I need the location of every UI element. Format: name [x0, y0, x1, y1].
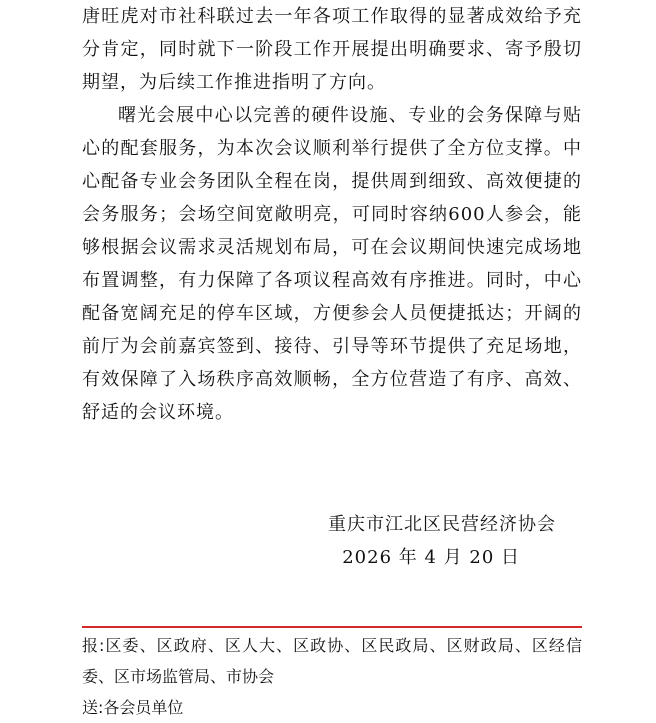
- signature-date: 2026 年 4 月 20 日: [342, 547, 520, 568]
- distribution-footer: [82, 630, 582, 723]
- send-to-line: 送:各会员单位: [82, 698, 184, 717]
- paragraph-continued: 唐旺虎对市社科联过去一年各项工作取得的显著成效给予充分肯定，同时就下一阶段工作开展提出明确要求、寄予殷切期望，为后续工作推进指明了方向。: [82, 6, 582, 93]
- report-to-line: 报:区委、区政府、区人大、区政协、区民政局、区财政局、区经信委、区市场监管局、市协会: [82, 636, 582, 686]
- paragraph-venue-description: 曙光会展中心以完善的硬件设施、专业的会务保障与贴心的配套服务，为本次会议顺利举行提供了全方位支撑。中心配备专业会务团队全程在岗，提供周到细致、高效便捷的会务服务；会场空间宽敞明亮，可同时容纳600人参会，能够根据会议需求灵活规划布局，可在会议期间快速完成场地布置调整，有力保障了各项议程高效有序推进。同时，中心配备宽阔充足的停车区域，方便参会人员便捷抵达；开阔的前厅为会前嘉宾签到、接待、引导等环节提供了充足场地，有效保障了入场秩序高效顺畅，全方位营造了有序、高效、舒适的会议环境。: [82, 105, 582, 423]
- footer-divider-line: [82, 626, 582, 628]
- signature-organization: 重庆市江北区民营经济协会: [328, 514, 556, 535]
- document-body: [82, 0, 582, 429]
- signature-block: [328, 508, 556, 574]
